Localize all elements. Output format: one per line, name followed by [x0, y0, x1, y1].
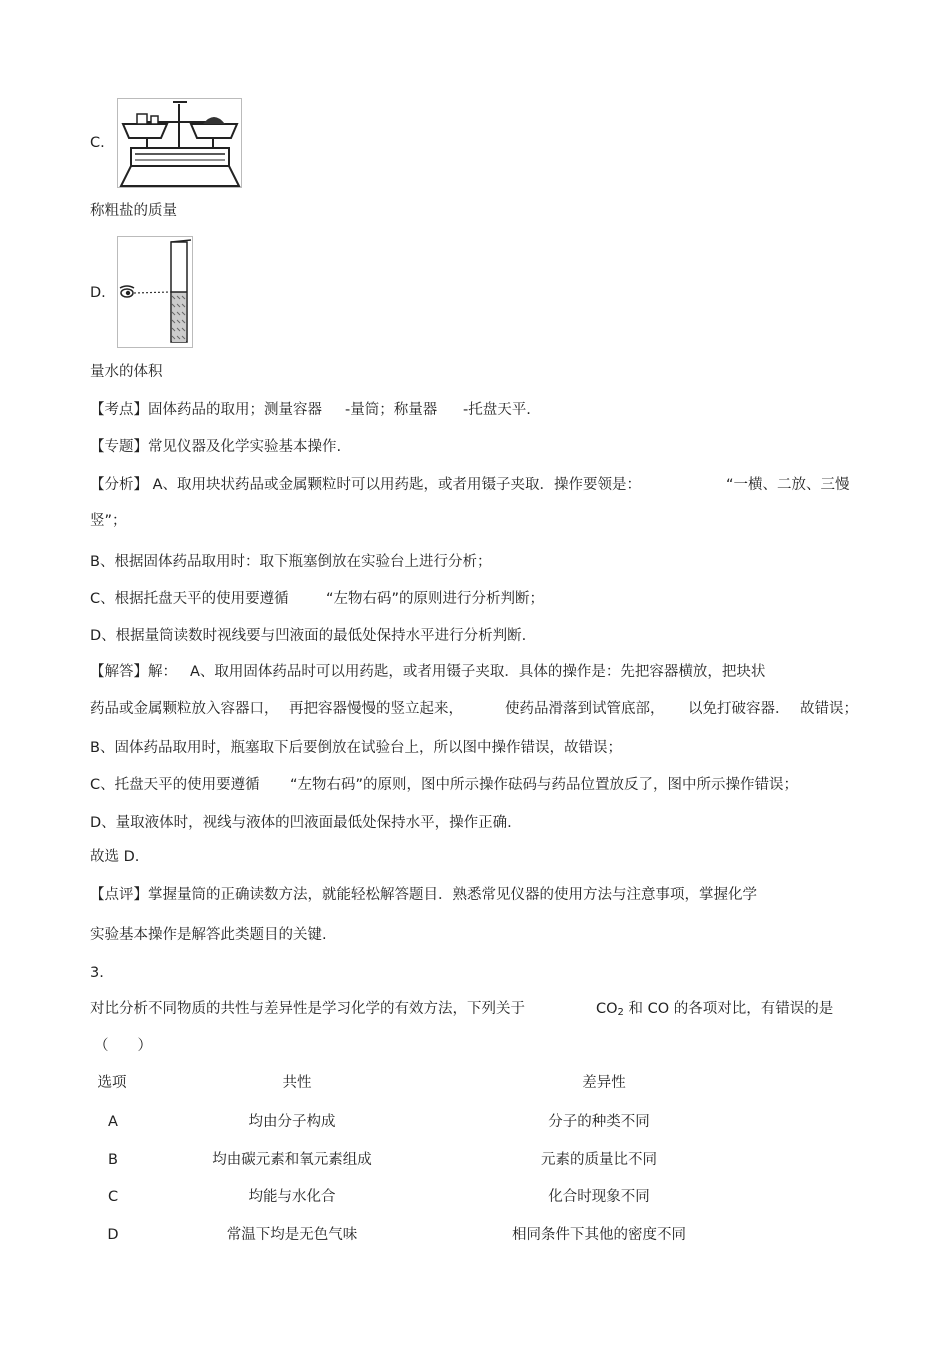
- jieda-c-quote: “左物右码: [290, 777, 356, 793]
- jieda-a-part-4: 以免打破容器．: [688, 701, 790, 717]
- dianping-line-1: [90, 885, 757, 905]
- fenxi-a-text: A、取用块状药品或金属颗粒时可以用药匙，或者用镊子夹取．操作要领是：: [152, 477, 642, 493]
- table-cell-option: A: [108, 1114, 118, 1130]
- table-header-common: 共性: [282, 1075, 312, 1091]
- fenxi-tag: 【分析】: [90, 477, 148, 493]
- fenxi-d: D、根据量筒读数时视线要与凹液面的最低处保持水平进行分析判断.: [90, 628, 527, 644]
- dianping-text-1: 掌握量筒的正确读数方法，就能轻松解答题目．熟悉常见仪器的使用方法与注意事项，掌握化学: [148, 887, 757, 903]
- kaodian-part-2: -量筒；称量器: [345, 402, 438, 418]
- table-cell-common: 均由碳元素和氧元素组成: [212, 1152, 372, 1168]
- jieda-a-part-2: 再把容器慢慢的竖立起来，: [289, 701, 463, 717]
- jieda-a-part-1: 药品或金属颗粒放入容器口，: [90, 701, 279, 717]
- jieda-b: B、固体药品取用时，瓶塞取下后要倒放在试验台上，所以图中操作错误，故错误；: [90, 740, 622, 756]
- co2-formula: $CO_2$: [596, 1001, 624, 1018]
- dianping-line-2: 实验基本操作是解答此类题目的关键.: [90, 927, 327, 943]
- kaodian-part-3: -托盘天平.: [463, 402, 531, 418]
- kaodian-line: [90, 400, 322, 420]
- table-cell-difference: 相同条件下其他的密度不同: [512, 1227, 686, 1243]
- fenxi-line-1: [90, 475, 641, 495]
- zhuanti-tag: 【专题】: [90, 439, 148, 455]
- table-cell-option: D: [107, 1227, 119, 1243]
- question-number: 3.: [90, 965, 104, 981]
- balance-scale-icon: [117, 98, 242, 188]
- question-stem-mid: 和 CO 的各项对比，有错误的是: [628, 1001, 834, 1017]
- table-cell-common: 均由分子构成: [248, 1114, 336, 1130]
- dianping-tag: 【点评】: [90, 887, 148, 903]
- graduated-cylinder-icon: [117, 236, 193, 348]
- table-cell-difference: 元素的质量比不同: [541, 1152, 657, 1168]
- fenxi-quote: “一横、二放、三慢: [726, 477, 850, 493]
- jieda-c-post: ”的原则，图中所示操作砝码与药品位置放反了，图中所示操作错误；: [355, 777, 799, 793]
- answer-paren: （ ）: [94, 1038, 152, 1054]
- jieda-c-pre: C、托盘天平的使用要遵循: [90, 777, 260, 793]
- jieda-answer: 故选 D.: [90, 849, 140, 865]
- question-stem-post: [596, 999, 833, 1023]
- fenxi-c-pre: C、根据托盘天平的使用要遵循: [90, 591, 289, 607]
- fenxi-c-post: ”的原则进行分析判断；: [391, 591, 545, 607]
- jieda-a-part-5: 故错误；: [800, 701, 858, 717]
- fenxi-c-quote: “左物右码: [326, 591, 392, 607]
- option-c-label: C.: [90, 135, 105, 151]
- zhuanti-line: [90, 437, 341, 457]
- jieda-a-part-3: 使药品滑落到试管底部，: [505, 701, 665, 717]
- jieda-d: D、量取液体时，视线与液体的凹液面最低处保持水平，操作正确.: [90, 815, 512, 831]
- fenxi-b: B、根据固体药品取用时：取下瓶塞倒放在实验台上进行分析；: [90, 554, 492, 570]
- table-cell-difference: 分子的种类不同: [548, 1114, 650, 1130]
- table-cell-common: 常温下均是无色气味: [226, 1227, 358, 1243]
- table-cell-option: B: [108, 1152, 118, 1168]
- jieda-a-line-1: A、取用固体药品时可以用药匙，或者用镊子夹取．具体的操作是：先把容器横放，把块状: [190, 664, 766, 680]
- option-c-caption: 称粗盐的质量: [90, 203, 177, 219]
- fenxi-c-rest: [326, 589, 544, 609]
- kaodian-part-1: 固体药品的取用；测量容器: [148, 402, 322, 418]
- kaodian-tag: 【考点】: [90, 402, 148, 418]
- jieda-c-rest: [290, 775, 798, 795]
- table-cell-difference: 化合时现象不同: [548, 1189, 650, 1205]
- table-header-option: 选项: [97, 1075, 127, 1091]
- fenxi-line-1b: 竖”；: [90, 513, 127, 529]
- question-stem-pre: 对比分析不同物质的共性与差异性是学习化学的有效方法，下列关于: [90, 1001, 525, 1017]
- table-cell-option: C: [107, 1189, 119, 1205]
- zhuanti-text: 常见仪器及化学实验基本操作.: [148, 439, 342, 455]
- table-header-difference: 差异性: [582, 1075, 626, 1091]
- option-d-caption: 量水的体积: [90, 364, 163, 380]
- option-d-label: D.: [90, 285, 106, 301]
- table-cell-common: 均能与水化合: [248, 1189, 336, 1205]
- jieda-tag: 【解答】解：: [90, 664, 177, 680]
